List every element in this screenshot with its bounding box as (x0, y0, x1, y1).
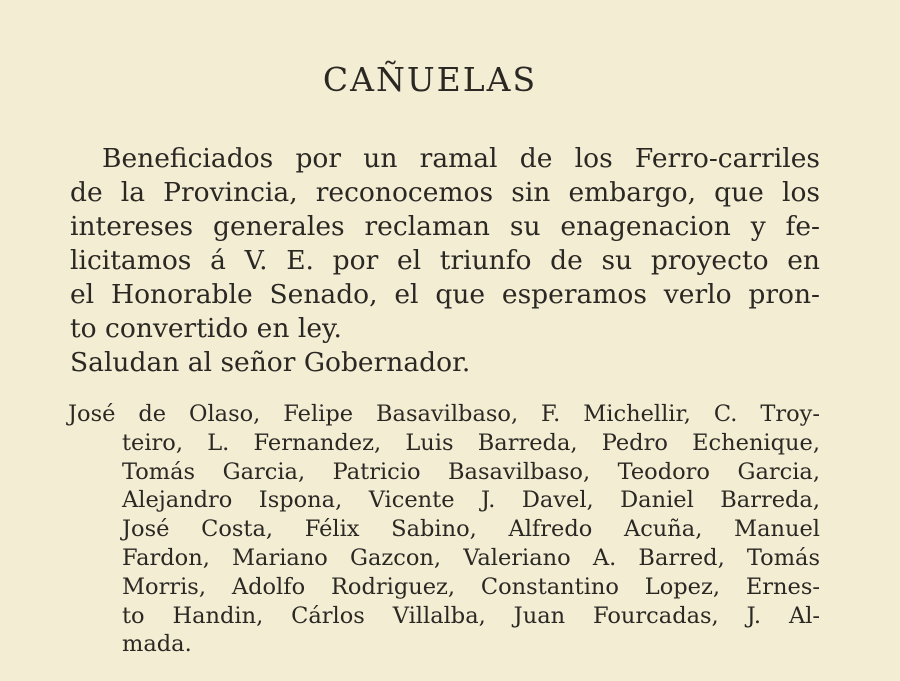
paragraph-line: de la Provincia, reconocemos sin embargo, que los (70, 177, 820, 208)
paragraph-line: el Honorable Senado, el que esperamos verlo pron- (70, 279, 820, 310)
signer-line: mada. (122, 631, 192, 658)
signer-line: José de Olaso, Felipe Basavilbaso, F. Michellir, C. Troy- (68, 401, 820, 427)
signer-line: to Handin, Cárlos Villalba, Juan Fourcadas, J. Al- (122, 602, 820, 629)
paragraph-line: Beneficiados por un ramal de los Ferro-carriles (102, 143, 820, 174)
page-title: CAÑUELAS (322, 60, 538, 99)
signer-line: Fardon, Mariano Gazcon, Valeriano A. Barred, Tomás (122, 544, 820, 571)
paragraph-line: to convertido en ley. (70, 313, 342, 344)
signer-line: Alejandro Ispona, Vicente J. Davel, Daniel Barreda, (122, 487, 820, 514)
signer-line: Morris, Adolfo Rodriguez, Constantino Lopez, Ernes- (122, 573, 820, 600)
signer-line: José Costa, Félix Sabino, Alfredo Acuña, Manuel (122, 516, 820, 543)
letter-paragraph (70, 142, 820, 380)
signer-line: Tomás Garcia, Patricio Basavilbaso, Teodoro Garcia, (122, 458, 820, 485)
greeting-line: Saludan al señor Gobernador. (70, 347, 471, 378)
signers-list (68, 400, 820, 659)
paragraph-line: intereses generales reclaman su enagenacion y fe- (70, 211, 820, 242)
paragraph-line: licitamos á V. E. por el triunfo de su proyecto en (70, 245, 820, 276)
signer-line: teiro, L. Fernandez, Luis Barreda, Pedro Echenique, (122, 429, 820, 456)
